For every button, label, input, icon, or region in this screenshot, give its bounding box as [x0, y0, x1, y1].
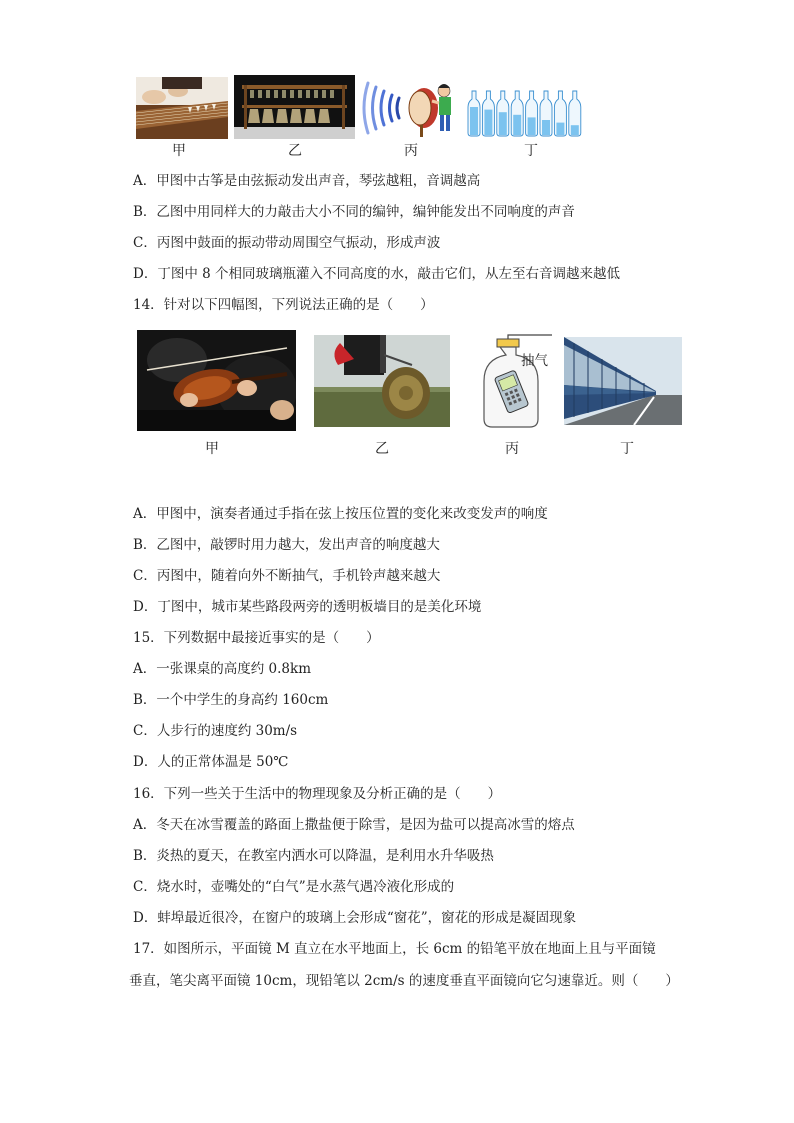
q17-stem-line1: 17．如图所示，平面镜 M 直立在水平地面上，长 6cm 的铅笔平放在地面上且与平面镜 — [133, 941, 656, 957]
q13-option-d: D．丁图中 8 个相同玻璃瓶灌入不同高度的水，敲击它们，从左至右音调越来越低 — [133, 266, 620, 282]
q16-option-d: D．蚌埠最近很冷，在窗户的玻璃上会形成“窗花”，窗花的形成是凝固现象 — [133, 910, 577, 926]
q13-caption-ding: 丁 — [524, 143, 538, 159]
bottle-water — [470, 107, 478, 135]
drum-soundwave-illustration — [362, 77, 460, 139]
q13-option-a: A．甲图中古筝是由弦振动发出声音，琴弦越粗，音调越高 — [133, 173, 481, 189]
q14-option-c: C．丙图中，随着向外不断抽气，手机铃声越来越大 — [133, 568, 441, 584]
q14-caption-yi: 乙 — [375, 441, 389, 457]
q16-option-c: C．烧水时，壶嘴处的“白气”是水蒸气遇冷液化形成的 — [133, 879, 455, 895]
bottle-water — [571, 125, 579, 135]
q13-option-c: C．丙图中鼓面的振动带动周围空气振动，形成声波 — [133, 235, 441, 251]
q13-caption-jia: 甲 — [172, 143, 186, 159]
q13-caption-bing: 丙 — [404, 143, 418, 159]
bell-jar-phone-illustration — [467, 333, 555, 429]
q14-caption-jia: 甲 — [205, 441, 219, 457]
bottle-water — [513, 115, 521, 135]
q14-option-a: A．甲图中，演奏者通过手指在弦上按压位置的变化来改变发声的响度 — [133, 506, 548, 522]
bottle-water — [499, 112, 507, 135]
q13-option-b: B．乙图中用同样大的力敲击大小不同的编钟，编钟能发出不同响度的声音 — [133, 204, 575, 220]
violin-photo — [137, 330, 296, 431]
q15-option-b: B．一个中学生的身高约 160cm — [133, 692, 329, 708]
q16-option-a: A．冬天在冰雪覆盖的路面上撒盐便于除雪，是因为盐可以提高冰雪的熔点 — [133, 817, 575, 833]
q15-option-c: C．人步行的速度约 30m/s — [133, 723, 298, 739]
q15-stem: 15．下列数据中最接近事实的是（ ） — [133, 630, 380, 646]
bottle-water — [528, 117, 536, 135]
q16-option-b: B．炎热的夏天，在教室内洒水可以降温，是利用水升华吸热 — [133, 848, 494, 864]
q14-caption-bing: 丙 — [505, 441, 519, 457]
q15-option-d: D．人的正常体温是 50℃ — [133, 754, 289, 770]
q14-option-b: B．乙图中，敲锣时用力越大，发出声音的响度越大 — [133, 537, 440, 553]
water-bottles-illustration — [466, 89, 584, 137]
bottle-water — [542, 120, 550, 135]
q13-caption-yi: 乙 — [288, 143, 302, 159]
q17-stem-line2: 垂直，笔尖离平面镜 10cm，现铅笔以 2cm/s 的速度垂直平面镜向它匀速靠近。则（ ） — [129, 973, 679, 989]
guzheng-photo — [136, 77, 228, 139]
bottle-water — [484, 110, 492, 135]
q15-option-a: A．一张课桌的高度约 0.8km — [133, 661, 311, 677]
q14-caption-ding: 丁 — [620, 441, 634, 457]
pump-label: 抽气 — [521, 353, 548, 369]
gong-photo — [314, 335, 450, 427]
sound-barrier-photo — [564, 337, 682, 425]
bianzhong-bells-photo — [234, 75, 355, 139]
q14-stem: 14．针对以下四幅图，下列说法正确的是（ ） — [133, 297, 434, 313]
q14-option-d: D．丁图中，城市某些路段两旁的透明板墙目的是美化环境 — [133, 599, 482, 615]
bottle-water — [556, 123, 564, 135]
q16-stem: 16．下列一些关于生活中的物理现象及分析正确的是（ ） — [133, 786, 502, 802]
